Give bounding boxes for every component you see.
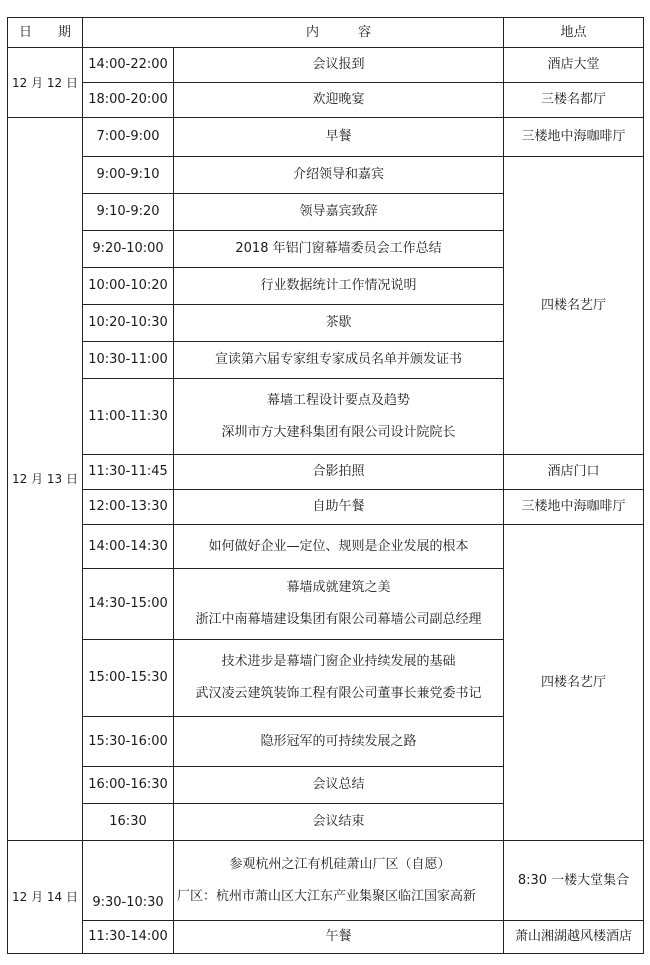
content-line: 技术进步是幕墙门窗企业持续发展的基础 xyxy=(221,654,456,669)
table-row xyxy=(8,83,644,118)
table-row xyxy=(8,490,644,525)
date-cell: 12 月 14 日 xyxy=(8,841,83,954)
content-cell: 宣读第六届专家组专家成员名单并颁发证书 xyxy=(174,342,504,379)
time-cell: 18:00-20:00 xyxy=(83,83,174,118)
header-content-label: 内 容 xyxy=(83,18,504,48)
date-cell: 12 月 13 日 xyxy=(8,118,83,841)
content-cell: 2018 年铝门窗幕墙委员会工作总结 xyxy=(174,231,504,268)
location-cell: 8:30 一楼大堂集合 xyxy=(504,841,644,921)
location-cell: 萧山湘湖越风楼酒店 xyxy=(504,921,644,954)
time-cell: 9:20-10:00 xyxy=(83,231,174,268)
time-cell: 10:00-10:20 xyxy=(83,268,174,305)
content-cell: 早餐 xyxy=(174,118,504,157)
time-cell: 9:10-9:20 xyxy=(83,194,174,231)
content-cell xyxy=(174,640,504,717)
time-cell: 14:30-15:00 xyxy=(83,569,174,640)
time-cell: 15:30-16:00 xyxy=(83,717,174,767)
content-cell: 会议报到 xyxy=(174,48,504,83)
table-row xyxy=(8,118,644,157)
content-cell: 自助午餐 xyxy=(174,490,504,525)
content-line: 参观杭州之江有机硅萧山厂区（自愿） xyxy=(229,856,451,872)
time-cell: 11:00-11:30 xyxy=(83,379,174,455)
content-line: 厂区：杭州市萧山区大江东产业集聚区临江国家高新 xyxy=(177,888,477,904)
time-cell: 15:00-15:30 xyxy=(83,640,174,717)
time-cell: 16:00-16:30 xyxy=(83,767,174,804)
content-cell xyxy=(174,569,504,640)
table-row xyxy=(8,841,644,921)
content-cell: 行业数据统计工作情况说明 xyxy=(174,268,504,305)
location-cell: 酒店大堂 xyxy=(504,48,644,83)
location-cell: 四楼名艺厅 xyxy=(504,157,644,455)
schedule-table xyxy=(7,17,644,954)
time-cell: 14:00-14:30 xyxy=(83,525,174,569)
table-row xyxy=(8,921,644,954)
table-row xyxy=(8,455,644,490)
header-date: 日 期 xyxy=(8,18,83,48)
content-cell: 欢迎晚宴 xyxy=(174,83,504,118)
table-row xyxy=(8,157,644,194)
content-cell: 如何做好企业—定位、规则是企业发展的根本 xyxy=(174,525,504,569)
time-cell: 14:00-22:00 xyxy=(83,48,174,83)
content-cell: 隐形冠军的可持续发展之路 xyxy=(174,717,504,767)
table-row xyxy=(8,48,644,83)
header-location: 地点 xyxy=(504,18,644,48)
location-cell: 酒店门口 xyxy=(504,455,644,490)
content-cell: 领导嘉宾致辞 xyxy=(174,194,504,231)
content-line: 幕墙成就建筑之美 xyxy=(286,580,391,595)
location-cell: 三楼地中海咖啡厅 xyxy=(504,490,644,525)
content-cell: 会议总结 xyxy=(174,767,504,804)
content-cell: 茶歇 xyxy=(174,305,504,342)
header-row xyxy=(8,18,644,48)
content-cell: 介绍领导和嘉宾 xyxy=(174,157,504,194)
date-cell: 12 月 12 日 xyxy=(8,48,83,118)
time-cell: 12:00-13:30 xyxy=(83,490,174,525)
content-cell xyxy=(174,379,504,455)
content-line: 深圳市方大建科集团有限公司设计院院长 xyxy=(221,424,456,440)
time-cell: 9:00-9:10 xyxy=(83,157,174,194)
content-cell xyxy=(174,841,504,921)
content-line: 武汉凌云建筑装饰工程有限公司董事长兼党委书记 xyxy=(195,686,482,701)
content-line: 幕墙工程设计要点及趋势 xyxy=(267,392,411,408)
content-cell: 合影拍照 xyxy=(174,455,504,490)
content-cell: 会议结束 xyxy=(174,804,504,841)
time-cell: 7:00-9:00 xyxy=(83,118,174,157)
time-cell: 11:30-14:00 xyxy=(83,921,174,954)
location-cell: 三楼名都厅 xyxy=(504,83,644,118)
time-cell: 10:20-10:30 xyxy=(83,305,174,342)
table-row xyxy=(8,525,644,569)
time-cell: 11:30-11:45 xyxy=(83,455,174,490)
time-cell: 16:30 xyxy=(83,804,174,841)
content-line: 浙江中南幕墙建设集团有限公司幕墙公司副总经理 xyxy=(195,612,482,627)
time-cell: 10:30-11:00 xyxy=(83,342,174,379)
content-cell: 午餐 xyxy=(174,921,504,954)
time-cell: 9:30-10:30 xyxy=(83,841,174,921)
location-cell: 三楼地中海咖啡厅 xyxy=(504,118,644,157)
location-cell: 四楼名艺厅 xyxy=(504,525,644,841)
